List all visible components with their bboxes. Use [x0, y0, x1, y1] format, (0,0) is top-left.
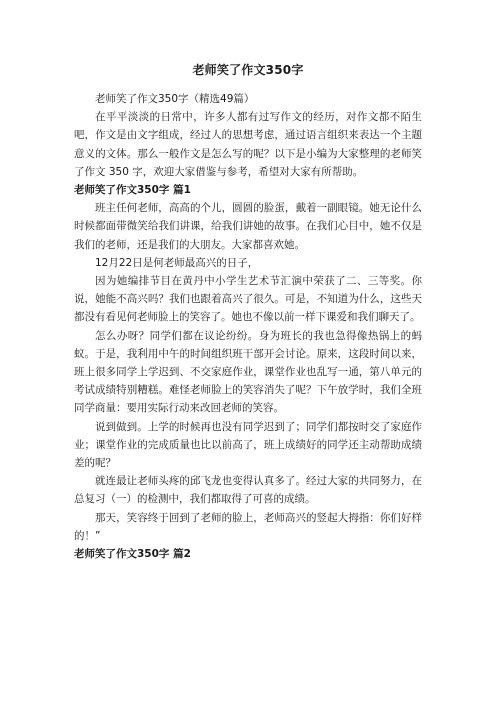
section-heading-1: 老师笑了作文350字 篇1	[74, 184, 191, 197]
section1-paragraph: 班主任何老师，高高的个儿，圆圆的脸蛋，戴着一副眼镜。她无论什么时候都面带微笑给我们讲课，给我们讲她的故事。在我们心目中，她不仅是我们的老师，还是我们的大朋友。大家都喜欢她。	[74, 202, 422, 251]
section1-paragraph: 12月22日是何老师最高兴的日子，	[95, 256, 259, 269]
section1-paragraph: 说到做到。上学的时候再也没有同学迟到了；同学们都按时交了家庭作业；课堂作业的完成质量也比以前高了，班上成绩好的同学还主动帮助成绩差的呢？	[74, 420, 422, 470]
section1-paragraph: 那天，笑容终于回到了老师的脸上，老师高兴的竖起大拇指：你们好样的！”	[74, 511, 422, 542]
page-title: 老师笑了作文350字	[192, 63, 304, 77]
intro-paragraph: 在平平淡淡的日常中，许多人都有过写作文的经历，对作文都不陌生吧，作文是由文字组成，经过人的思想考虑，通过语言组织来表达一个主题意义的文体。那么一般作文是怎么写的呢？以下是小编为大家整理的老师笑了作文 350 字，欢迎大家借鉴与参考，希望对大家有所帮助。	[74, 111, 422, 178]
subtitle-line: 老师笑了作文350字（精选49篇）	[95, 93, 255, 105]
section-heading-2: 老师笑了作文350字 篇2	[74, 548, 191, 561]
section1-paragraph: 就连最让老师头疼的邱飞龙也变得认真多了。经过大家的共同努力，在总复习（一）的检测中，我们都取得了可喜的成绩。	[74, 475, 422, 506]
section1-paragraph: 怎么办呀？同学们都在议论纷纷。身为班长的我也急得像热锅上的蚂蚁。于是，我利用中午的时间组织班干部开会讨论。原来，这段时间以来，班上很多同学上学迟到、不交家庭作业，课堂作业也乱写一通，第八单元的考试成绩特别糟糕。难怪老师脸上的笑容消失了呢？下午放学时，我们全班同学商量：要用实际行动来改回老师的笑容。	[74, 329, 422, 415]
section1-paragraph: 因为她编排节目在黄丹中小学生艺术节汇演中荣获了二、三等奖。你说，她能不高兴吗？我们也跟着高兴了很久。可是，不知道为什么，这些天都没有看见何老师脸上的笑容了。她也不像以前一样下课爱和我们聊天了。	[74, 275, 422, 324]
